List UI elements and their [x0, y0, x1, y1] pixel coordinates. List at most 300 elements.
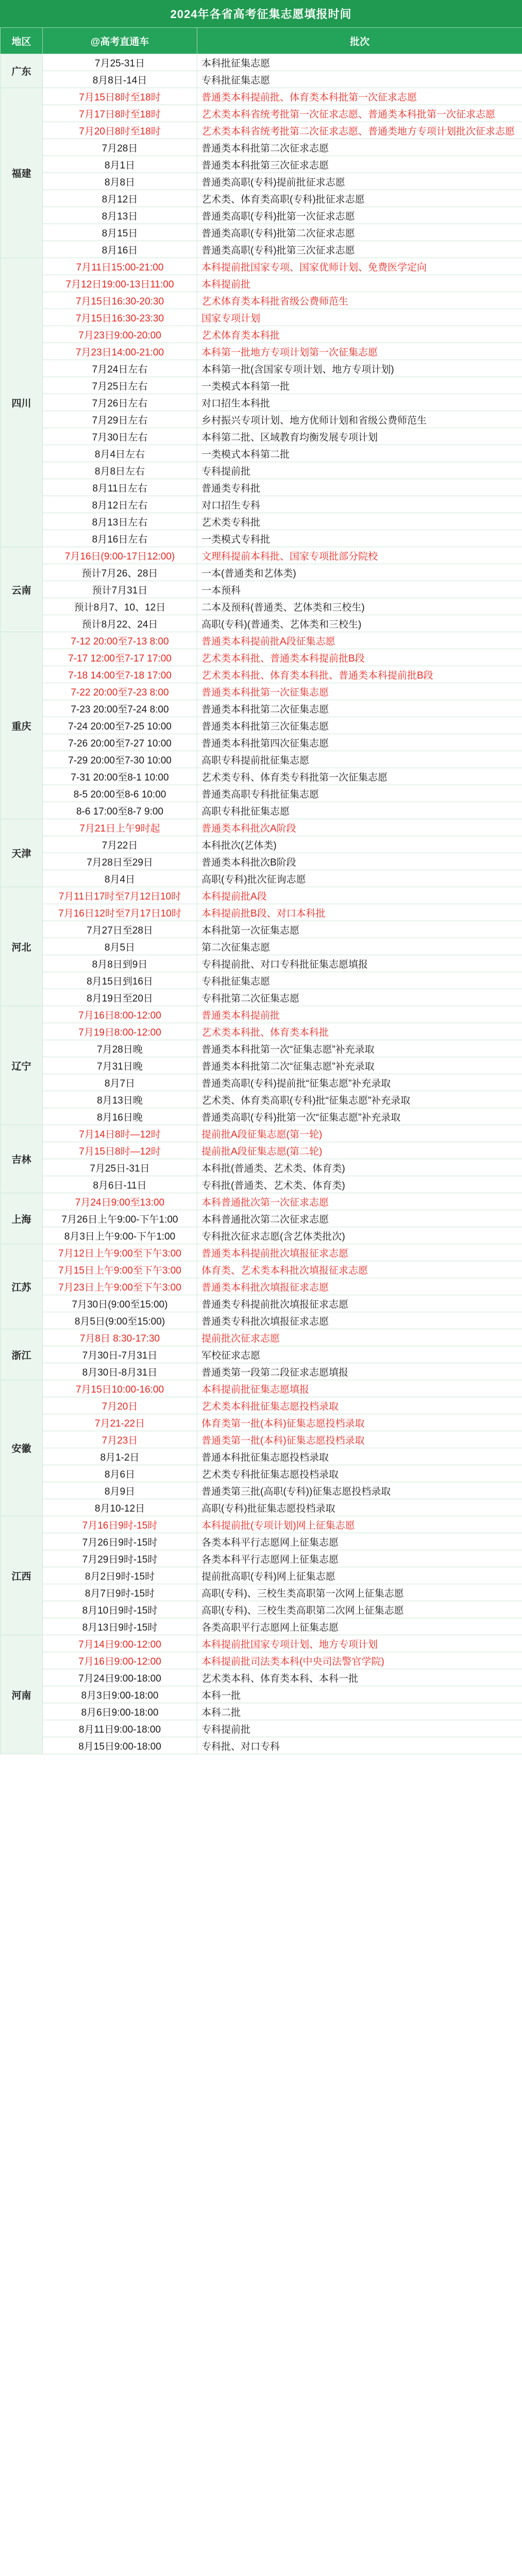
table-row [1, 1397, 522, 1414]
time-cell: 8月1-2日 [43, 1448, 197, 1465]
table-row [1, 1074, 522, 1091]
table-row [1, 224, 522, 241]
table-row [1, 207, 522, 224]
batch-cell: 普通类高职(专科)批第一次征求志愿 [197, 207, 522, 224]
time-cell: 7-31 20:00至8-1 10:00 [43, 768, 197, 785]
time-cell: 7月11日15:00-21:00 [43, 258, 197, 275]
batch-cell: 提前批次征求志愿 [197, 1329, 522, 1346]
batch-cell: 普通类本科批第一次“征集志愿”补充录取 [197, 1040, 522, 1057]
table-row [1, 88, 522, 105]
table-row [1, 1737, 522, 1754]
batch-cell: 高职(专科)、三校生类高职第二次网上征集志愿 [197, 1601, 522, 1618]
batch-cell: 提前批高职(专科)网上征集志愿 [197, 1567, 522, 1584]
batch-cell: 普通类本科提前批、体育类本科批第一次征求志愿 [197, 88, 522, 105]
batch-cell: 普通类本科批次B阶段 [197, 853, 522, 870]
time-cell: 7月15日10:00-16:00 [43, 1380, 197, 1397]
batch-cell: 本科普通批次第二次征求志愿 [197, 1210, 522, 1227]
batch-cell: 普通类高职(专科)提前批征求志愿 [197, 173, 522, 190]
region-cell: 河北 [1, 887, 43, 1006]
time-cell: 7月23日9:00-20:00 [43, 326, 197, 343]
time-cell: 7月12日上午9:00至下午3:00 [43, 1244, 197, 1261]
time-cell: 7-17 12:00至7-17 17:00 [43, 649, 197, 666]
time-cell: 7月31日晚 [43, 1057, 197, 1074]
batch-cell: 普通类第三批(高职(专科))征集志愿投档录取 [197, 1482, 522, 1499]
table-row [1, 1584, 522, 1601]
time-cell: 7-26 20:00至7-27 10:00 [43, 734, 197, 751]
table-row [1, 802, 522, 819]
table-row [1, 1601, 522, 1618]
time-cell: 8月8日左右 [43, 462, 197, 479]
region-cell: 吉林 [1, 1125, 43, 1193]
time-cell: 7月28日 [43, 139, 197, 156]
batch-cell: 一本(普通类和艺体类) [197, 564, 522, 581]
batch-cell: 普通类专科批 [197, 479, 522, 496]
time-cell: 8月2日9时-15时 [43, 1567, 197, 1584]
table-row [1, 1635, 522, 1652]
time-cell: 8-6 17:00至8-7 9:00 [43, 802, 197, 819]
time-cell: 8-5 20:00至8-6 10:00 [43, 785, 197, 802]
region-cell: 天津 [1, 819, 43, 887]
batch-cell: 体育类、艺术类本科批次填报征求志愿 [197, 1261, 522, 1278]
header-time: @高考直通车 [43, 28, 197, 54]
batch-cell: 普通类高职专科批征集志愿 [197, 785, 522, 802]
batch-cell: 高职专科批征集志愿 [197, 802, 522, 819]
batch-cell: 一本预科 [197, 581, 522, 598]
table-row [1, 819, 522, 836]
time-cell: 8月19日至20日 [43, 989, 197, 1006]
table-row [1, 1482, 522, 1499]
table-row [1, 1431, 522, 1448]
batch-cell: 艺术类本科批、体育类本科批 [197, 1023, 522, 1040]
time-cell: 7-12 20:00至7-13 8:00 [43, 632, 197, 649]
batch-cell: 高职(专科)批次征询志愿 [197, 870, 522, 887]
time-cell: 7月23日 [43, 1431, 197, 1448]
time-cell: 7月26日9时-15时 [43, 1533, 197, 1550]
time-cell: 8月11日左右 [43, 479, 197, 496]
page-title: 2024年各省高考征集志愿填报时间 [0, 0, 522, 27]
time-cell: 7-18 14:00至7-18 17:00 [43, 666, 197, 683]
batch-cell: 普通类专科提前批次填报征求志愿 [197, 1295, 522, 1312]
batch-cell: 高职(专科)(普通类、艺体类和三校生) [197, 615, 522, 632]
batch-cell: 提前批A段征集志愿(第一轮) [197, 1125, 522, 1142]
table-row [1, 156, 522, 173]
table-row [1, 496, 522, 513]
table-row [1, 139, 522, 156]
batch-cell: 普通类本科批第一次征集志愿 [197, 683, 522, 700]
time-cell: 8月10-12日 [43, 1499, 197, 1516]
time-cell: 8月6日 [43, 1465, 197, 1482]
batch-cell: 高职(专科)、三校生类高职第一次网上征集志愿 [197, 1584, 522, 1601]
table-row [1, 683, 522, 700]
schedule-table [0, 27, 522, 1754]
batch-cell: 一类模式本科第一批 [197, 377, 522, 394]
region-cell: 广东 [1, 54, 43, 88]
table-row [1, 122, 522, 139]
table-row [1, 1652, 522, 1669]
table-row [1, 513, 522, 530]
table-row [1, 887, 522, 904]
batch-cell: 专科批第二次征集志愿 [197, 989, 522, 1006]
table-row [1, 1159, 522, 1176]
table-row [1, 785, 522, 802]
time-cell: 7月29日9时-15时 [43, 1550, 197, 1567]
region-cell: 四川 [1, 258, 43, 547]
batch-cell: 国家专项计划 [197, 309, 522, 326]
time-cell: 8月16日 [43, 241, 197, 258]
time-cell: 7月30日-7月31日 [43, 1346, 197, 1363]
table-row [1, 768, 522, 785]
batch-cell: 普通类本科提前批 [197, 1006, 522, 1023]
table-row [1, 190, 522, 207]
table-row [1, 275, 522, 292]
batch-cell: 艺术类本科省统考批第一次征求志愿、普通类本科批第一次征求志愿 [197, 105, 522, 122]
table-row [1, 1567, 522, 1584]
batch-cell: 专科批征集志愿 [197, 972, 522, 989]
batch-cell: 高职(专科)批征集志愿投档录取 [197, 1499, 522, 1516]
table-row [1, 1108, 522, 1125]
region-cell: 江西 [1, 1516, 43, 1635]
time-cell: 8月7日 [43, 1074, 197, 1091]
table-row [1, 989, 522, 1006]
batch-cell: 一类模式本科第二批 [197, 445, 522, 462]
time-cell: 8月16日左右 [43, 530, 197, 547]
batch-cell: 普通类高职(专科)批第三次征求志愿 [197, 241, 522, 258]
batch-cell: 艺术类本科、体育类本科、本科一批 [197, 1669, 522, 1686]
table-row [1, 360, 522, 377]
time-cell: 7月20日 [43, 1397, 197, 1414]
time-cell: 7月22日 [43, 836, 197, 853]
time-cell: 8月1日 [43, 156, 197, 173]
table-row [1, 326, 522, 343]
batch-cell: 专科提前批 [197, 462, 522, 479]
time-cell: 8月16日晚 [43, 1108, 197, 1125]
table-row [1, 1312, 522, 1329]
time-cell: 8月15日到16日 [43, 972, 197, 989]
time-cell: 7月15日16:30-20:30 [43, 292, 197, 309]
time-cell: 7月11日17时至7月12日10时 [43, 887, 197, 904]
region-cell: 云南 [1, 547, 43, 632]
batch-cell: 本科批次(艺体类) [197, 836, 522, 853]
time-cell: 7月21-22日 [43, 1414, 197, 1431]
time-cell: 7月27日至28日 [43, 921, 197, 938]
time-cell: 8月15日9:00-18:00 [43, 1737, 197, 1754]
batch-cell: 本科提前批(专项计划)网上征集志愿 [197, 1516, 522, 1533]
time-cell: 7月25日-31日 [43, 1159, 197, 1176]
batch-cell: 普通类第一批(本科)征集志愿投档录取 [197, 1431, 522, 1448]
table-row [1, 71, 522, 88]
table-row [1, 1703, 522, 1720]
time-cell: 7月21日上午9时起 [43, 819, 197, 836]
time-cell: 预计8月7、10、12日 [43, 598, 197, 615]
batch-cell: 普通类本科批第四次征集志愿 [197, 734, 522, 751]
table-row [1, 581, 522, 598]
batch-cell: 艺术类、体育类高职(专科)批征求志愿 [197, 190, 522, 207]
batch-cell: 一类模式专科批 [197, 530, 522, 547]
time-cell: 8月3日上午9:00-下午1:00 [43, 1227, 197, 1244]
table-row [1, 258, 522, 275]
table-row [1, 105, 522, 122]
batch-cell: 本科批(普通类、艺术类、体育类) [197, 1159, 522, 1176]
table-row [1, 921, 522, 938]
time-cell: 7月24日左右 [43, 360, 197, 377]
batch-cell: 专科批(普通类、艺术类、体育类) [197, 1176, 522, 1193]
batch-cell: 本科批第一次征集志愿 [197, 921, 522, 938]
batch-cell: 第二次征集志愿 [197, 938, 522, 955]
batch-cell: 艺术类、体育类高职(专科)批“征集志愿”补充录取 [197, 1091, 522, 1108]
table-row [1, 1533, 522, 1550]
time-cell: 7月15日上午9:00至下午3:00 [43, 1261, 197, 1278]
table-row [1, 1550, 522, 1567]
time-cell: 8月12日左右 [43, 496, 197, 513]
batch-cell: 各类高职平行志愿网上征集志愿 [197, 1618, 522, 1635]
time-cell: 8月3日9:00-18:00 [43, 1686, 197, 1703]
time-cell: 7月17日8时至18时 [43, 105, 197, 122]
batch-cell: 普通类第一段第二段征求志愿填报 [197, 1363, 522, 1380]
batch-cell: 普通本科批征集志愿投档录取 [197, 1448, 522, 1465]
region-cell: 重庆 [1, 632, 43, 819]
table-row [1, 751, 522, 768]
table-row [1, 54, 522, 71]
table-row [1, 1023, 522, 1040]
table-body [1, 54, 522, 1754]
region-cell: 上海 [1, 1193, 43, 1244]
batch-cell: 本科提前批司法类本科(中央司法警官学院) [197, 1652, 522, 1669]
table-row [1, 666, 522, 683]
time-cell: 8月13日晚 [43, 1091, 197, 1108]
table-row [1, 1329, 522, 1346]
header-batch: 批次 [197, 28, 522, 54]
time-cell: 7月16日9时-15时 [43, 1516, 197, 1533]
table-row [1, 632, 522, 649]
batch-cell: 普通类高职(专科)提前批“征集志愿”补充录取 [197, 1074, 522, 1091]
time-cell: 8月6日-11日 [43, 1176, 197, 1193]
time-cell: 7月15日16:30-23:30 [43, 309, 197, 326]
time-cell: 8月13日9时-15时 [43, 1618, 197, 1635]
batch-cell: 普通类本科批第二次征求志愿 [197, 139, 522, 156]
time-cell: 7月19日8:00-12:00 [43, 1023, 197, 1040]
table-row [1, 1125, 522, 1142]
time-cell: 7-24 20:00至7-25 10:00 [43, 717, 197, 734]
table-row [1, 547, 522, 564]
batch-cell: 二本及预科(普通类、艺体类和三校生) [197, 598, 522, 615]
table-row [1, 564, 522, 581]
batch-cell: 艺术类专科批 [197, 513, 522, 530]
batch-cell: 高职专科提前批征集志愿 [197, 751, 522, 768]
table-row [1, 428, 522, 445]
batch-cell: 本科第二批、区域教育均衡发展专项计划 [197, 428, 522, 445]
time-cell: 8月12日 [43, 190, 197, 207]
table-row [1, 1363, 522, 1380]
time-cell: 8月5日 [43, 938, 197, 955]
time-cell: 7月12日19:00-13日11:00 [43, 275, 197, 292]
time-cell: 7月29日左右 [43, 411, 197, 428]
table-row [1, 1261, 522, 1278]
table-row [1, 1516, 522, 1533]
table-row [1, 615, 522, 632]
time-cell: 7月16日8:00-12:00 [43, 1006, 197, 1023]
batch-cell: 艺术类专科批征集志愿投档录取 [197, 1465, 522, 1482]
batch-cell: 普通类本科批第二次“征集志愿”补充录取 [197, 1057, 522, 1074]
time-cell: 7月16日9:00-12:00 [43, 1652, 197, 1669]
table-row [1, 1210, 522, 1227]
batch-cell: 普通类本科批第二次征集志愿 [197, 700, 522, 717]
table-row [1, 1295, 522, 1312]
table-row [1, 700, 522, 717]
time-cell: 预计7月26、28日 [43, 564, 197, 581]
table-row [1, 734, 522, 751]
time-cell: 7月26日上午9:00-下午1:00 [43, 1210, 197, 1227]
table-row [1, 1040, 522, 1057]
table-row [1, 1380, 522, 1397]
table-row [1, 870, 522, 887]
batch-cell: 对口招生本科批 [197, 394, 522, 411]
batch-cell: 普通类本科批次填报征求志愿 [197, 1278, 522, 1295]
table-row [1, 938, 522, 955]
batch-cell: 专科批次征求志愿(含艺体类批次) [197, 1227, 522, 1244]
time-cell: 7月23日14:00-21:00 [43, 343, 197, 360]
batch-cell: 本科第一批地方专项计划第一次征集志愿 [197, 343, 522, 360]
table-row [1, 1618, 522, 1635]
batch-cell: 乡村振兴专项计划、地方优师计划和省级公费师范生 [197, 411, 522, 428]
batch-cell: 本科第一批(含国家专项计划、地方专项计划) [197, 360, 522, 377]
time-cell: 7月28日至29日 [43, 853, 197, 870]
batch-cell: 本科提前批 [197, 275, 522, 292]
time-cell: 7月14日8时—12时 [43, 1125, 197, 1142]
table-row [1, 1686, 522, 1703]
batch-cell: 本科提前批国家专项计划、地方专项计划 [197, 1635, 522, 1652]
batch-cell: 普通类专科批次填报征求志愿 [197, 1312, 522, 1329]
time-cell: 8月8日 [43, 173, 197, 190]
batch-cell: 本科提前批A段 [197, 887, 522, 904]
batch-cell: 艺术类本科批征集志愿投档录取 [197, 1397, 522, 1414]
table-row [1, 717, 522, 734]
batch-cell: 专科提前批 [197, 1720, 522, 1737]
batch-cell: 艺术体育类本科批省级公费师范生 [197, 292, 522, 309]
region-cell: 福建 [1, 88, 43, 258]
table-row [1, 462, 522, 479]
batch-cell: 普通类高职(专科)批第二次征求志愿 [197, 224, 522, 241]
batch-cell: 普通类本科提前批次填报征求志愿 [197, 1244, 522, 1261]
time-cell: 8月7日9时-15时 [43, 1584, 197, 1601]
batch-cell: 专科批、对口专科 [197, 1737, 522, 1754]
time-cell: 7-22 20:00至7-23 8:00 [43, 683, 197, 700]
batch-cell: 普通类本科批次A阶段 [197, 819, 522, 836]
table-row [1, 1091, 522, 1108]
time-cell: 7月24日9:00至13:00 [43, 1193, 197, 1210]
time-cell: 8月13日左右 [43, 513, 197, 530]
table-row [1, 649, 522, 666]
batch-cell: 对口招生专科 [197, 496, 522, 513]
region-cell: 辽宁 [1, 1006, 43, 1125]
time-cell: 8月8日-14日 [43, 71, 197, 88]
time-cell: 8月8日到9日 [43, 955, 197, 972]
table-row [1, 1227, 522, 1244]
table-row [1, 479, 522, 496]
table-row [1, 1669, 522, 1686]
batch-cell: 提前批A段征集志愿(第二轮) [197, 1142, 522, 1159]
time-cell: 7-23 20:00至7-24 8:00 [43, 700, 197, 717]
batch-cell: 本科普通批次第一次征求志愿 [197, 1193, 522, 1210]
table-row [1, 598, 522, 615]
batch-cell: 艺术体育类本科批 [197, 326, 522, 343]
time-cell: 7月25日左右 [43, 377, 197, 394]
time-cell: 7月15日8时至18时 [43, 88, 197, 105]
time-cell: 预计8月22、24日 [43, 615, 197, 632]
table-row [1, 530, 522, 547]
table-row [1, 1193, 522, 1210]
time-cell: 8月4日左右 [43, 445, 197, 462]
table-row [1, 1278, 522, 1295]
time-cell: 7-29 20:00至7-30 10:00 [43, 751, 197, 768]
table-row [1, 309, 522, 326]
time-cell: 8月4日 [43, 870, 197, 887]
batch-cell: 本科提前批B段、对口本科批 [197, 904, 522, 921]
time-cell: 8月30日-8月31日 [43, 1363, 197, 1380]
table-row [1, 1465, 522, 1482]
table-row [1, 343, 522, 360]
table-row [1, 972, 522, 989]
batch-cell: 体育类第一批(本科)征集志愿投档录取 [197, 1414, 522, 1431]
time-cell: 7月25-31日 [43, 54, 197, 71]
time-cell: 7月15日8时—12时 [43, 1142, 197, 1159]
batch-cell: 普通类本科批第三次征集志愿 [197, 717, 522, 734]
region-cell: 安徽 [1, 1380, 43, 1516]
batch-cell: 艺术类本科批、普通类本科提前批B段 [197, 649, 522, 666]
table-row [1, 411, 522, 428]
time-cell: 8月5日(9:00至15:00) [43, 1312, 197, 1329]
batch-cell: 专科批征集志愿 [197, 71, 522, 88]
table-row [1, 1414, 522, 1431]
region-cell: 河南 [1, 1635, 43, 1754]
table-row [1, 1244, 522, 1261]
region-cell: 浙江 [1, 1329, 43, 1380]
batch-cell: 各类本科平行志愿网上征集志愿 [197, 1550, 522, 1567]
table-row [1, 377, 522, 394]
batch-cell: 本科一批 [197, 1686, 522, 1703]
time-cell: 7月30日(9:00至15:00) [43, 1295, 197, 1312]
table-header-row [1, 28, 522, 54]
table-row [1, 173, 522, 190]
batch-cell: 专科提前批、对口专科批征集志愿填报 [197, 955, 522, 972]
table-row [1, 1448, 522, 1465]
time-cell: 7月23日上午9:00至下午3:00 [43, 1278, 197, 1295]
batch-cell: 普通类本科提前批A段征集志愿 [197, 632, 522, 649]
time-cell: 预计7月31日 [43, 581, 197, 598]
table-row [1, 1142, 522, 1159]
table-row [1, 1057, 522, 1074]
header-region: 地区 [1, 28, 43, 54]
table-row [1, 853, 522, 870]
table-row [1, 292, 522, 309]
time-cell: 7月16日12时至7月17日10时 [43, 904, 197, 921]
table-row [1, 904, 522, 921]
table-row [1, 955, 522, 972]
time-cell: 8月9日 [43, 1482, 197, 1499]
time-cell: 8月11日9:00-18:00 [43, 1720, 197, 1737]
table-row [1, 445, 522, 462]
batch-cell: 普通类高职(专科)批第一次“征集志愿”补充录取 [197, 1108, 522, 1125]
batch-cell: 艺术类专科、体育类专科批第一次征集志愿 [197, 768, 522, 785]
table-row [1, 1006, 522, 1023]
table-row [1, 1346, 522, 1363]
table-row [1, 241, 522, 258]
time-cell: 7月8日 8:30-17:30 [43, 1329, 197, 1346]
time-cell: 7月30日左右 [43, 428, 197, 445]
table-row [1, 394, 522, 411]
batch-cell: 艺术类本科批、体育类本科批、普通类本科提前批B段 [197, 666, 522, 683]
batch-cell: 各类本科平行志愿网上征集志愿 [197, 1533, 522, 1550]
region-cell: 江苏 [1, 1244, 43, 1329]
